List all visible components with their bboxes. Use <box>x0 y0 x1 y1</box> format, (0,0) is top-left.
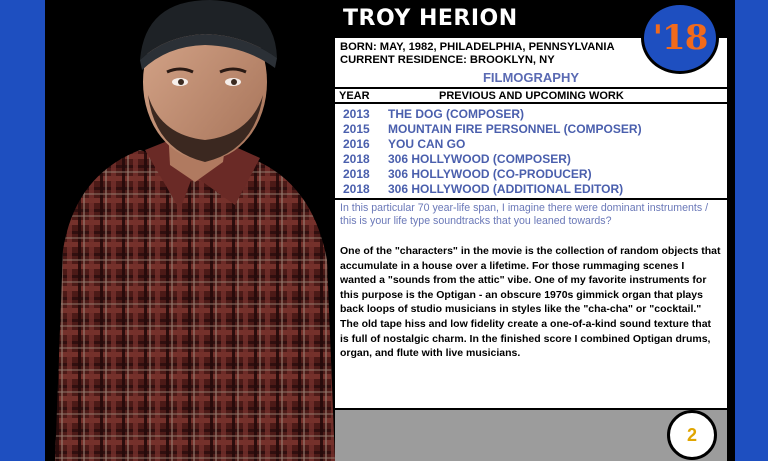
divider <box>335 198 727 200</box>
page-number-badge <box>667 410 717 460</box>
page-number: 2 <box>686 424 697 445</box>
film-title: 306 HOLLYWOOD (COMPOSER) <box>388 152 571 166</box>
list-item <box>335 181 727 196</box>
list-item <box>335 121 727 136</box>
column-year: YEAR <box>339 90 370 102</box>
bio-box <box>335 38 727 408</box>
portrait-illustration <box>45 0 335 461</box>
filmography-title: FILMOGRAPHY <box>482 70 580 85</box>
bio-text <box>340 41 640 67</box>
list-item <box>335 136 727 151</box>
film-title: THE DOG (COMPOSER) <box>388 107 525 121</box>
film-year: 2013 <box>343 107 370 121</box>
list-item <box>335 106 727 121</box>
film-year: 2018 <box>343 152 370 166</box>
player-name: TROY HERION <box>343 6 518 31</box>
film-year: 2018 <box>343 167 370 181</box>
year-badge-label: '18 <box>652 18 708 58</box>
film-title: 306 HOLLYWOOD (CO-PRODUCER) <box>388 167 592 181</box>
film-year: 2018 <box>343 182 370 196</box>
trading-card <box>45 0 735 461</box>
born-line: BORN: MAY, 1982, PHILADELPHIA, PENNSYLVANIA <box>340 41 615 53</box>
divider <box>335 102 727 104</box>
card-border <box>727 0 735 461</box>
residence-line: CURRENT RESIDENCE: BROOKLYN, NY <box>340 54 555 66</box>
film-year: 2015 <box>343 122 370 136</box>
film-year: 2016 <box>343 137 370 151</box>
interview-answer: One of the "characters" in the movie is the collection of random objects that accumulate in a house over a lifetime. For those rummaging scenes I wanted a "sounds from the attic" vibe. One of my favorite instruments for this purpose is the Optigan - an obscure 1970s gimmick organ that plays back loops of studio musicians in styles like the "cha-cha" or "cocktail." The old tape hiss and low fidelity create a one-of-a-kind sound texture that is full of nostalgic charm. In the finished score I combined Optigan drums, organ, and flute with live musicians. <box>340 245 721 360</box>
list-item <box>335 166 727 181</box>
info-panel <box>335 0 735 461</box>
film-title: 306 HOLLYWOOD (ADDITIONAL EDITOR) <box>388 182 624 196</box>
column-work: PREVIOUS AND UPCOMING WORK <box>439 90 624 102</box>
divider <box>335 87 727 89</box>
list-item <box>335 151 727 166</box>
film-title: MOUNTAIN FIRE PERSONNEL (COMPOSER) <box>388 122 642 136</box>
film-list <box>335 106 727 196</box>
portrait-photo <box>45 0 335 461</box>
year-badge <box>641 2 719 74</box>
film-title: YOU CAN GO <box>388 137 466 151</box>
interview-question: In this particular 70 year-life span, I imagine there were dominant instruments / this is your life type soundtracks that you leaned towards? <box>340 202 709 227</box>
